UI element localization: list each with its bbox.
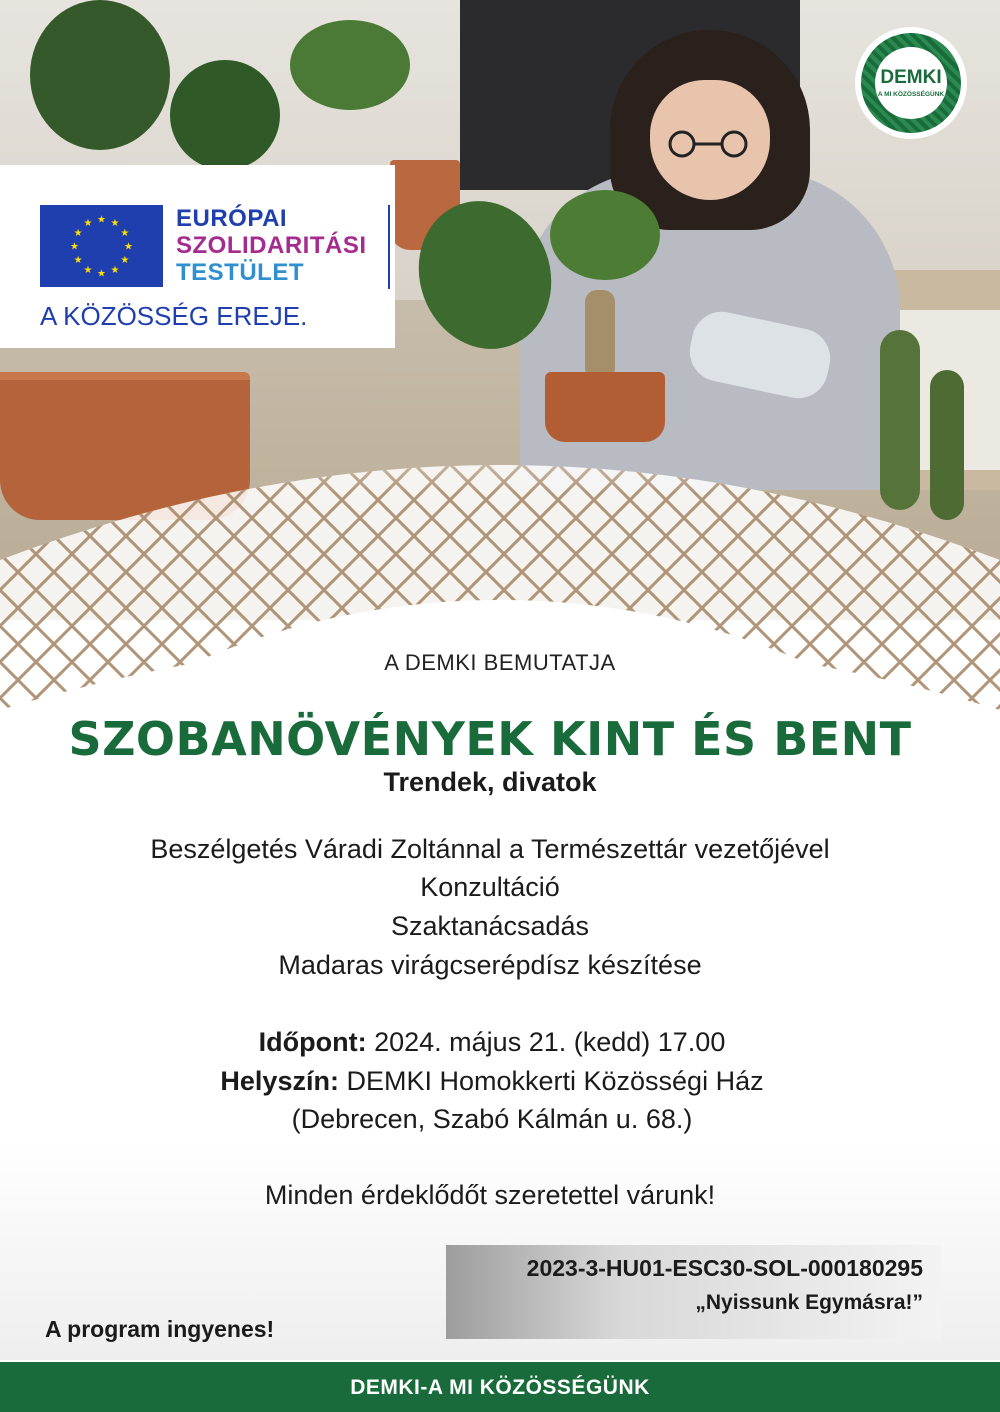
badge-center <box>875 47 947 119</box>
badge-ring <box>861 33 961 133</box>
event-place <box>0 1066 992 1097</box>
photo-glasses <box>658 130 758 158</box>
eu-flag-icon <box>40 205 163 287</box>
free-note: A program ingyenes! <box>45 1316 275 1342</box>
eu-logo-line3: TESTÜLET <box>176 259 304 286</box>
badge-subtitle: A MI KÖZÖSSÉGÜNK <box>877 91 945 98</box>
project-code-box <box>446 1245 941 1339</box>
event-title: SZOBANÖVÉNYEK KINT ÉS BENT <box>68 712 912 766</box>
eu-solidarity-corps-logo <box>0 165 395 348</box>
eu-star: ★ <box>83 264 93 276</box>
photo-leaf <box>290 20 410 110</box>
time-value: 2024. május 21. (kedd) 17.00 <box>366 1027 726 1057</box>
photo-bonsai-leaves <box>550 190 660 280</box>
place-label: Helyszín: <box>220 1066 339 1096</box>
activity-item: Madaras virágcserépdísz készítése <box>278 950 702 980</box>
eu-logo-divider <box>388 205 390 289</box>
eu-star: ★ <box>110 218 120 230</box>
eu-star: ★ <box>97 268 106 280</box>
photo-leaf <box>170 60 280 170</box>
eu-star: ★ <box>120 228 130 239</box>
eu-star: ★ <box>73 228 83 239</box>
footer-text: DEMKI-A MI KÖZÖSSÉGÜNK <box>350 1376 650 1399</box>
event-subtitle: Trendek, divatok <box>383 767 597 797</box>
event-address: (Debrecen, Szabó Kálmán u. 68.) <box>291 1104 693 1134</box>
time-label: Időpont: <box>258 1027 367 1057</box>
event-time <box>0 1027 992 1058</box>
eu-logo-line1: EURÓPAI <box>176 205 288 232</box>
demki-badge-logo <box>855 27 967 139</box>
eu-logo-tagline: A KÖZÖSSÉG EREJE. <box>40 301 308 331</box>
presents-line: A DEMKI BEMUTATJA <box>384 650 616 675</box>
activity-item: Szaktanácsadás <box>390 911 590 941</box>
place-value: DEMKI Homokkerti Közösségi Ház <box>338 1066 764 1096</box>
eu-star: ★ <box>73 255 83 266</box>
eu-star: ★ <box>110 264 120 276</box>
project-code: 2023-3-HU01-ESC30-SOL-000180295 <box>526 1255 923 1281</box>
eu-star: ★ <box>70 241 79 253</box>
activity-item: Beszélgetés Váradi Zoltánnal a Természettár vezetőjével <box>150 834 830 864</box>
footer-bar <box>0 1362 1000 1412</box>
eu-star: ★ <box>124 241 133 253</box>
activity-item: Konzultáció <box>420 872 560 902</box>
badge-title: DEMKI <box>880 67 942 88</box>
project-motto: „Nyissunk Egymásra!” <box>695 1291 923 1314</box>
photo-bonsai-trunk <box>585 290 615 380</box>
eu-logo-line2: SZOLIDARITÁSI <box>176 232 367 259</box>
eu-star: ★ <box>97 214 106 226</box>
eu-star: ★ <box>83 218 93 230</box>
photo-leaf <box>30 0 170 150</box>
eu-star: ★ <box>120 255 130 266</box>
welcome-message: Minden érdeklődőt szeretettel várunk! <box>264 1180 716 1210</box>
